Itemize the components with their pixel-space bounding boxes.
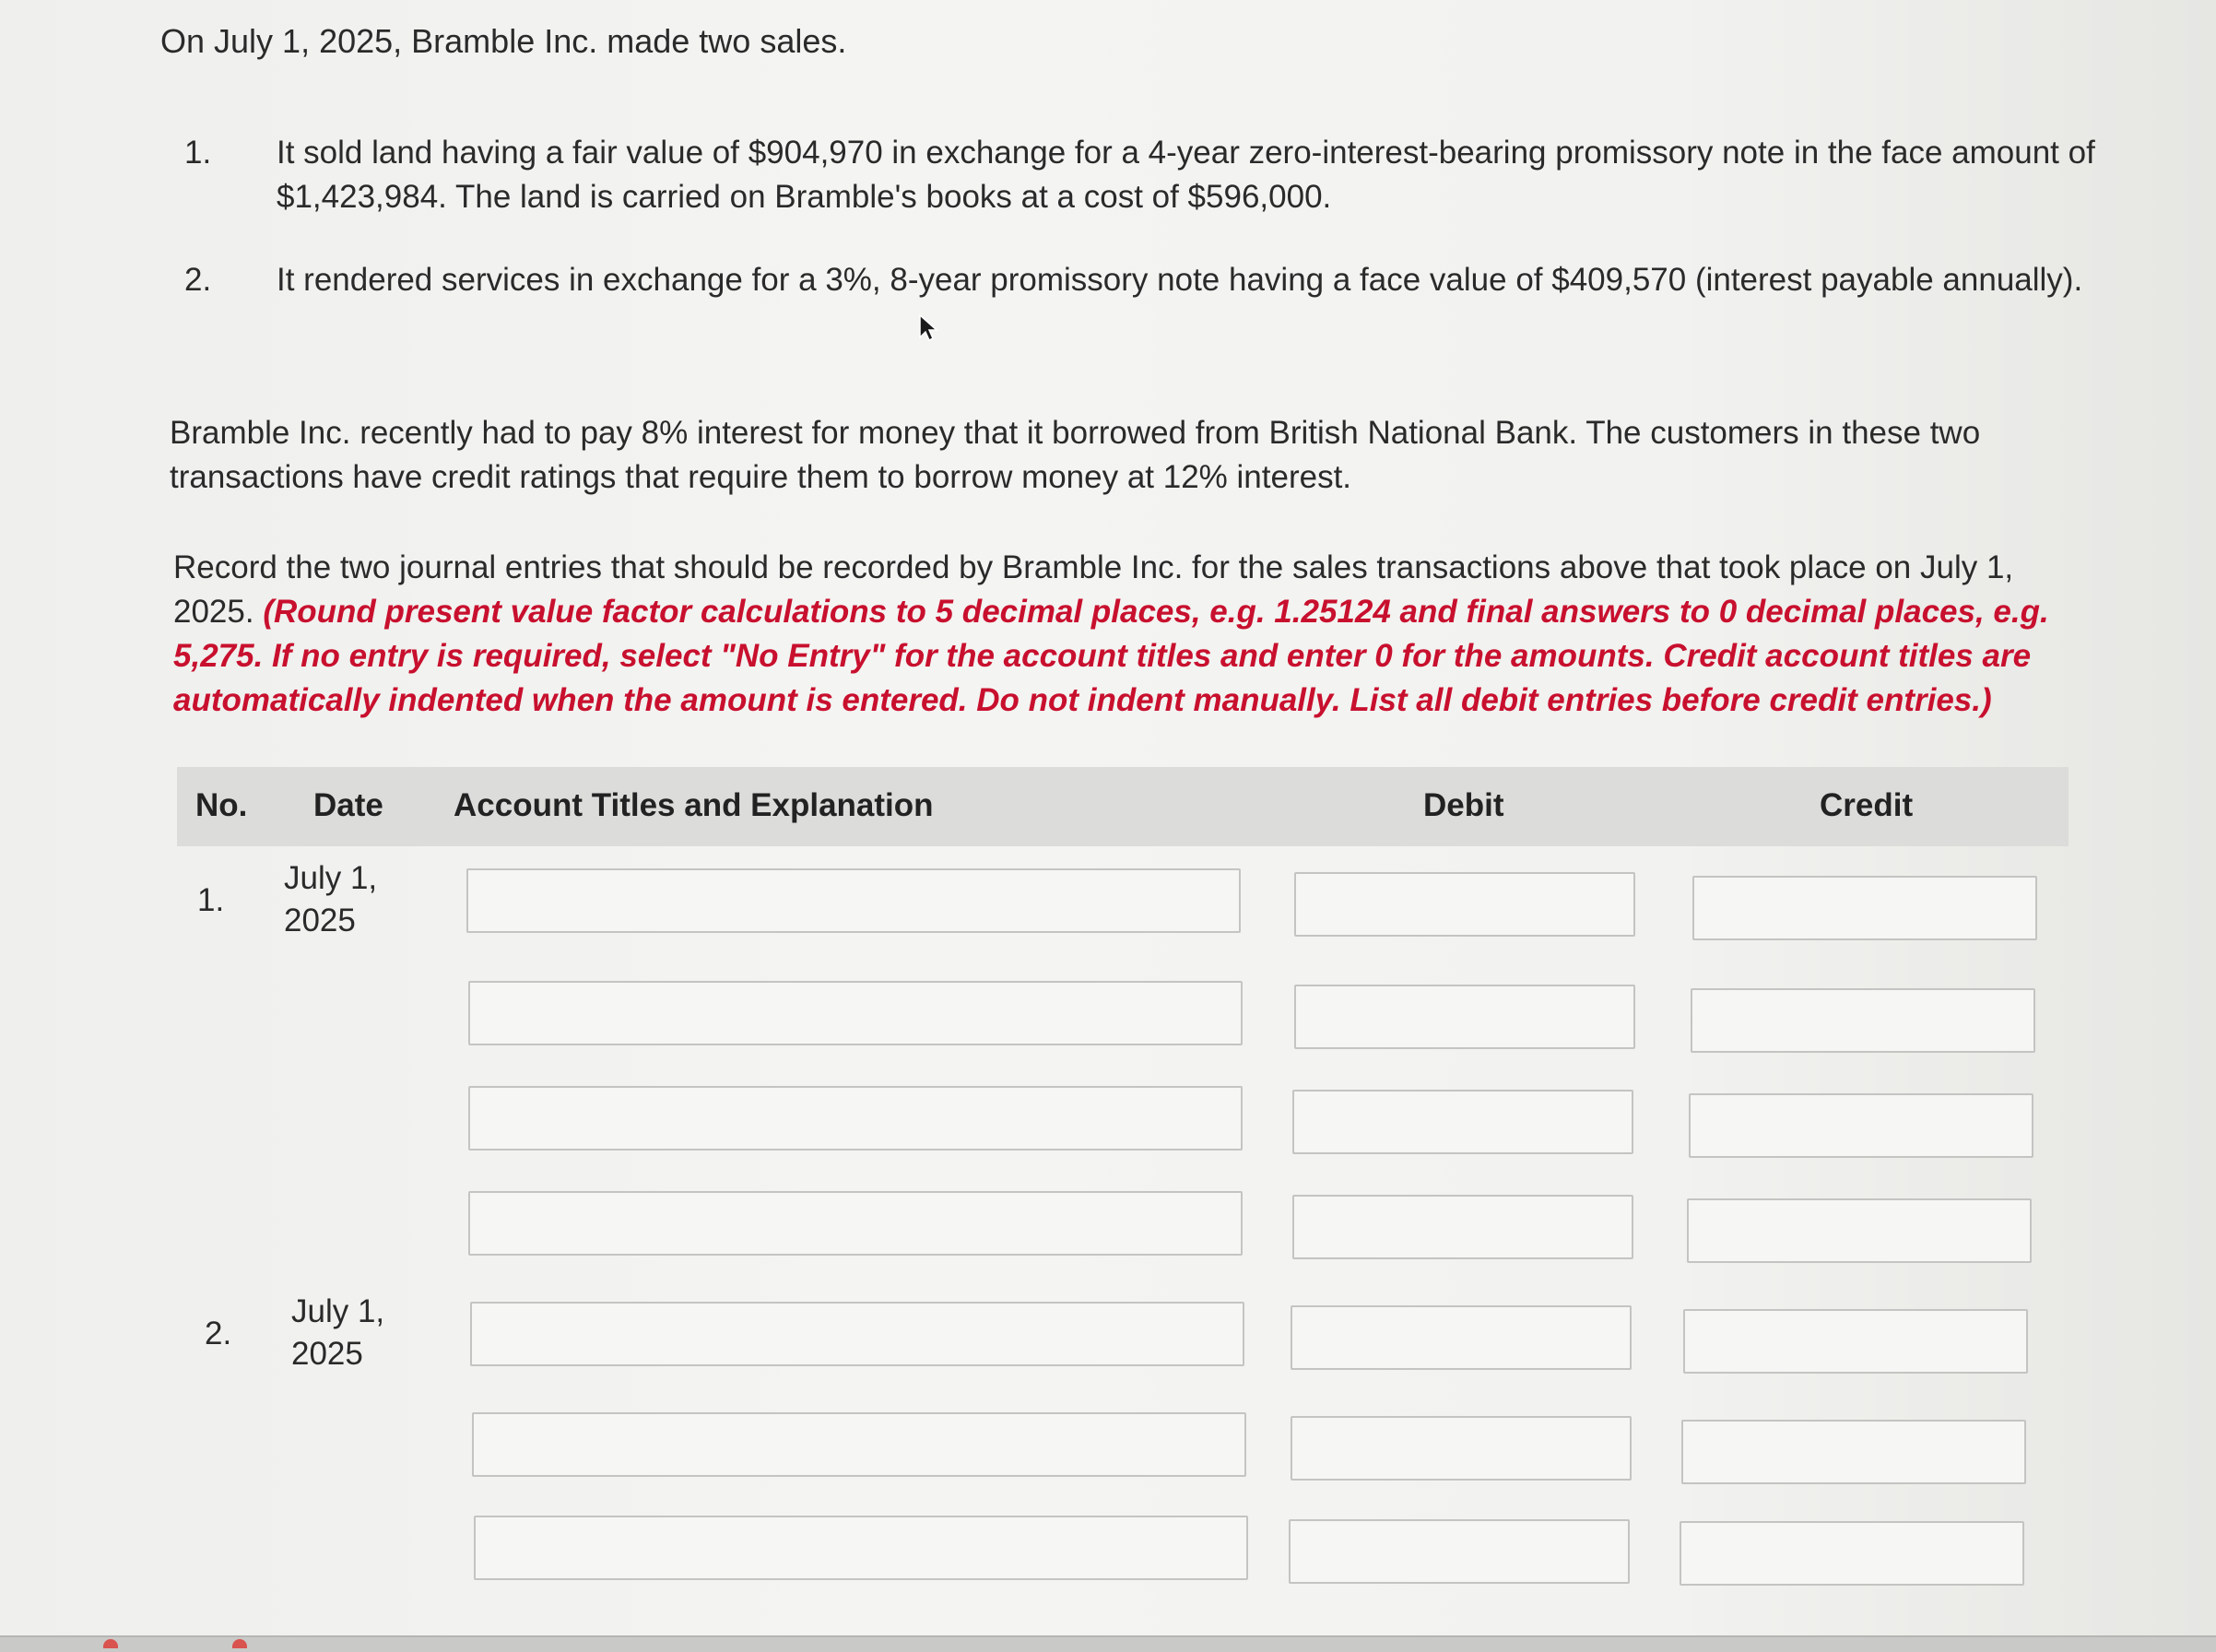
transaction-text: It sold land having a fair value of $904,970 in exchange for a 4-year zero-interest-bearing promissory note in the face amount of $1,423,984. The land is carried on Bramble's books at a cost of $596,000.: [277, 135, 2095, 215]
transaction-text: It rendered services in exchange for a 3%, 8-year promissory note having a face value of $409,570 (interest payable annually).: [277, 262, 2083, 298]
entry-date-1-line1: July 1,: [284, 860, 378, 896]
instruction-paragraph: [173, 546, 2072, 723]
account-title-input[interactable]: [466, 868, 1241, 933]
header-no: No.: [195, 787, 248, 823]
debit-amount-input[interactable]: [1292, 1090, 1633, 1154]
debit-amount-input[interactable]: [1294, 872, 1635, 937]
entry-date-1-line2: 2025: [284, 903, 356, 938]
instruction-plain: Record the two journal entries that should be recorded by Bramble Inc. for the sales transactions above that took place on July 1, 2025.: [173, 549, 2014, 630]
entry-date-2-line1: July 1,: [291, 1293, 385, 1329]
credit-amount-input[interactable]: [1680, 1521, 2024, 1586]
debit-amount-input[interactable]: [1289, 1519, 1630, 1584]
bottom-edge-bar: [0, 1635, 2216, 1652]
account-title-input[interactable]: [472, 1412, 1246, 1477]
debit-amount-input[interactable]: [1291, 1305, 1632, 1370]
transaction-number: 1.: [184, 135, 212, 171]
header-credit: Credit: [1820, 787, 1914, 823]
account-title-input[interactable]: [468, 1191, 1243, 1256]
credit-amount-input[interactable]: [1681, 1420, 2026, 1484]
red-dot-icon: [232, 1639, 247, 1648]
context-paragraph: Bramble Inc. recently had to pay 8% interest for money that it borrowed from British National Bank. The customers in these two transactions have credit ratings that require them to borrow money at 12% interest.: [170, 415, 1981, 495]
account-title-input[interactable]: [468, 1086, 1243, 1150]
entry-number-1: 1.: [197, 882, 225, 918]
credit-amount-input[interactable]: [1691, 988, 2035, 1053]
credit-amount-input[interactable]: [1687, 1198, 2032, 1263]
credit-amount-input[interactable]: [1692, 876, 2037, 940]
debit-amount-input[interactable]: [1292, 1195, 1633, 1259]
header-account: Account Titles and Explanation: [454, 787, 934, 823]
debit-amount-input[interactable]: [1291, 1416, 1632, 1481]
debit-amount-input[interactable]: [1294, 985, 1635, 1049]
red-dot-icon: [103, 1639, 118, 1648]
transaction-number: 2.: [184, 262, 212, 298]
mouse-cursor-icon: [918, 313, 938, 341]
account-title-input[interactable]: [474, 1516, 1248, 1580]
entry-number-2: 2.: [205, 1316, 232, 1351]
credit-amount-input[interactable]: [1689, 1093, 2033, 1158]
intro-text: On July 1, 2025, Bramble Inc. made two sales.: [160, 22, 847, 60]
account-title-input[interactable]: [468, 981, 1243, 1045]
account-title-input[interactable]: [470, 1302, 1244, 1366]
header-date: Date: [313, 787, 383, 823]
credit-amount-input[interactable]: [1683, 1309, 2028, 1374]
instruction-emphasis: (Round present value factor calculations to 5 decimal places, e.g. 1.25124 and final answers to 0 decimal places, e.g. 5,275. If no entry is required, select "No Entry" for the account titles and enter 0 for the amounts. Credit account titles are automatically indented when the amount is entered. Do not indent manually. List all debit entries before credit entries.): [173, 594, 2049, 718]
header-debit: Debit: [1423, 787, 1504, 823]
journal-table-header: [177, 767, 2069, 846]
entry-date-2-line2: 2025: [291, 1336, 363, 1372]
